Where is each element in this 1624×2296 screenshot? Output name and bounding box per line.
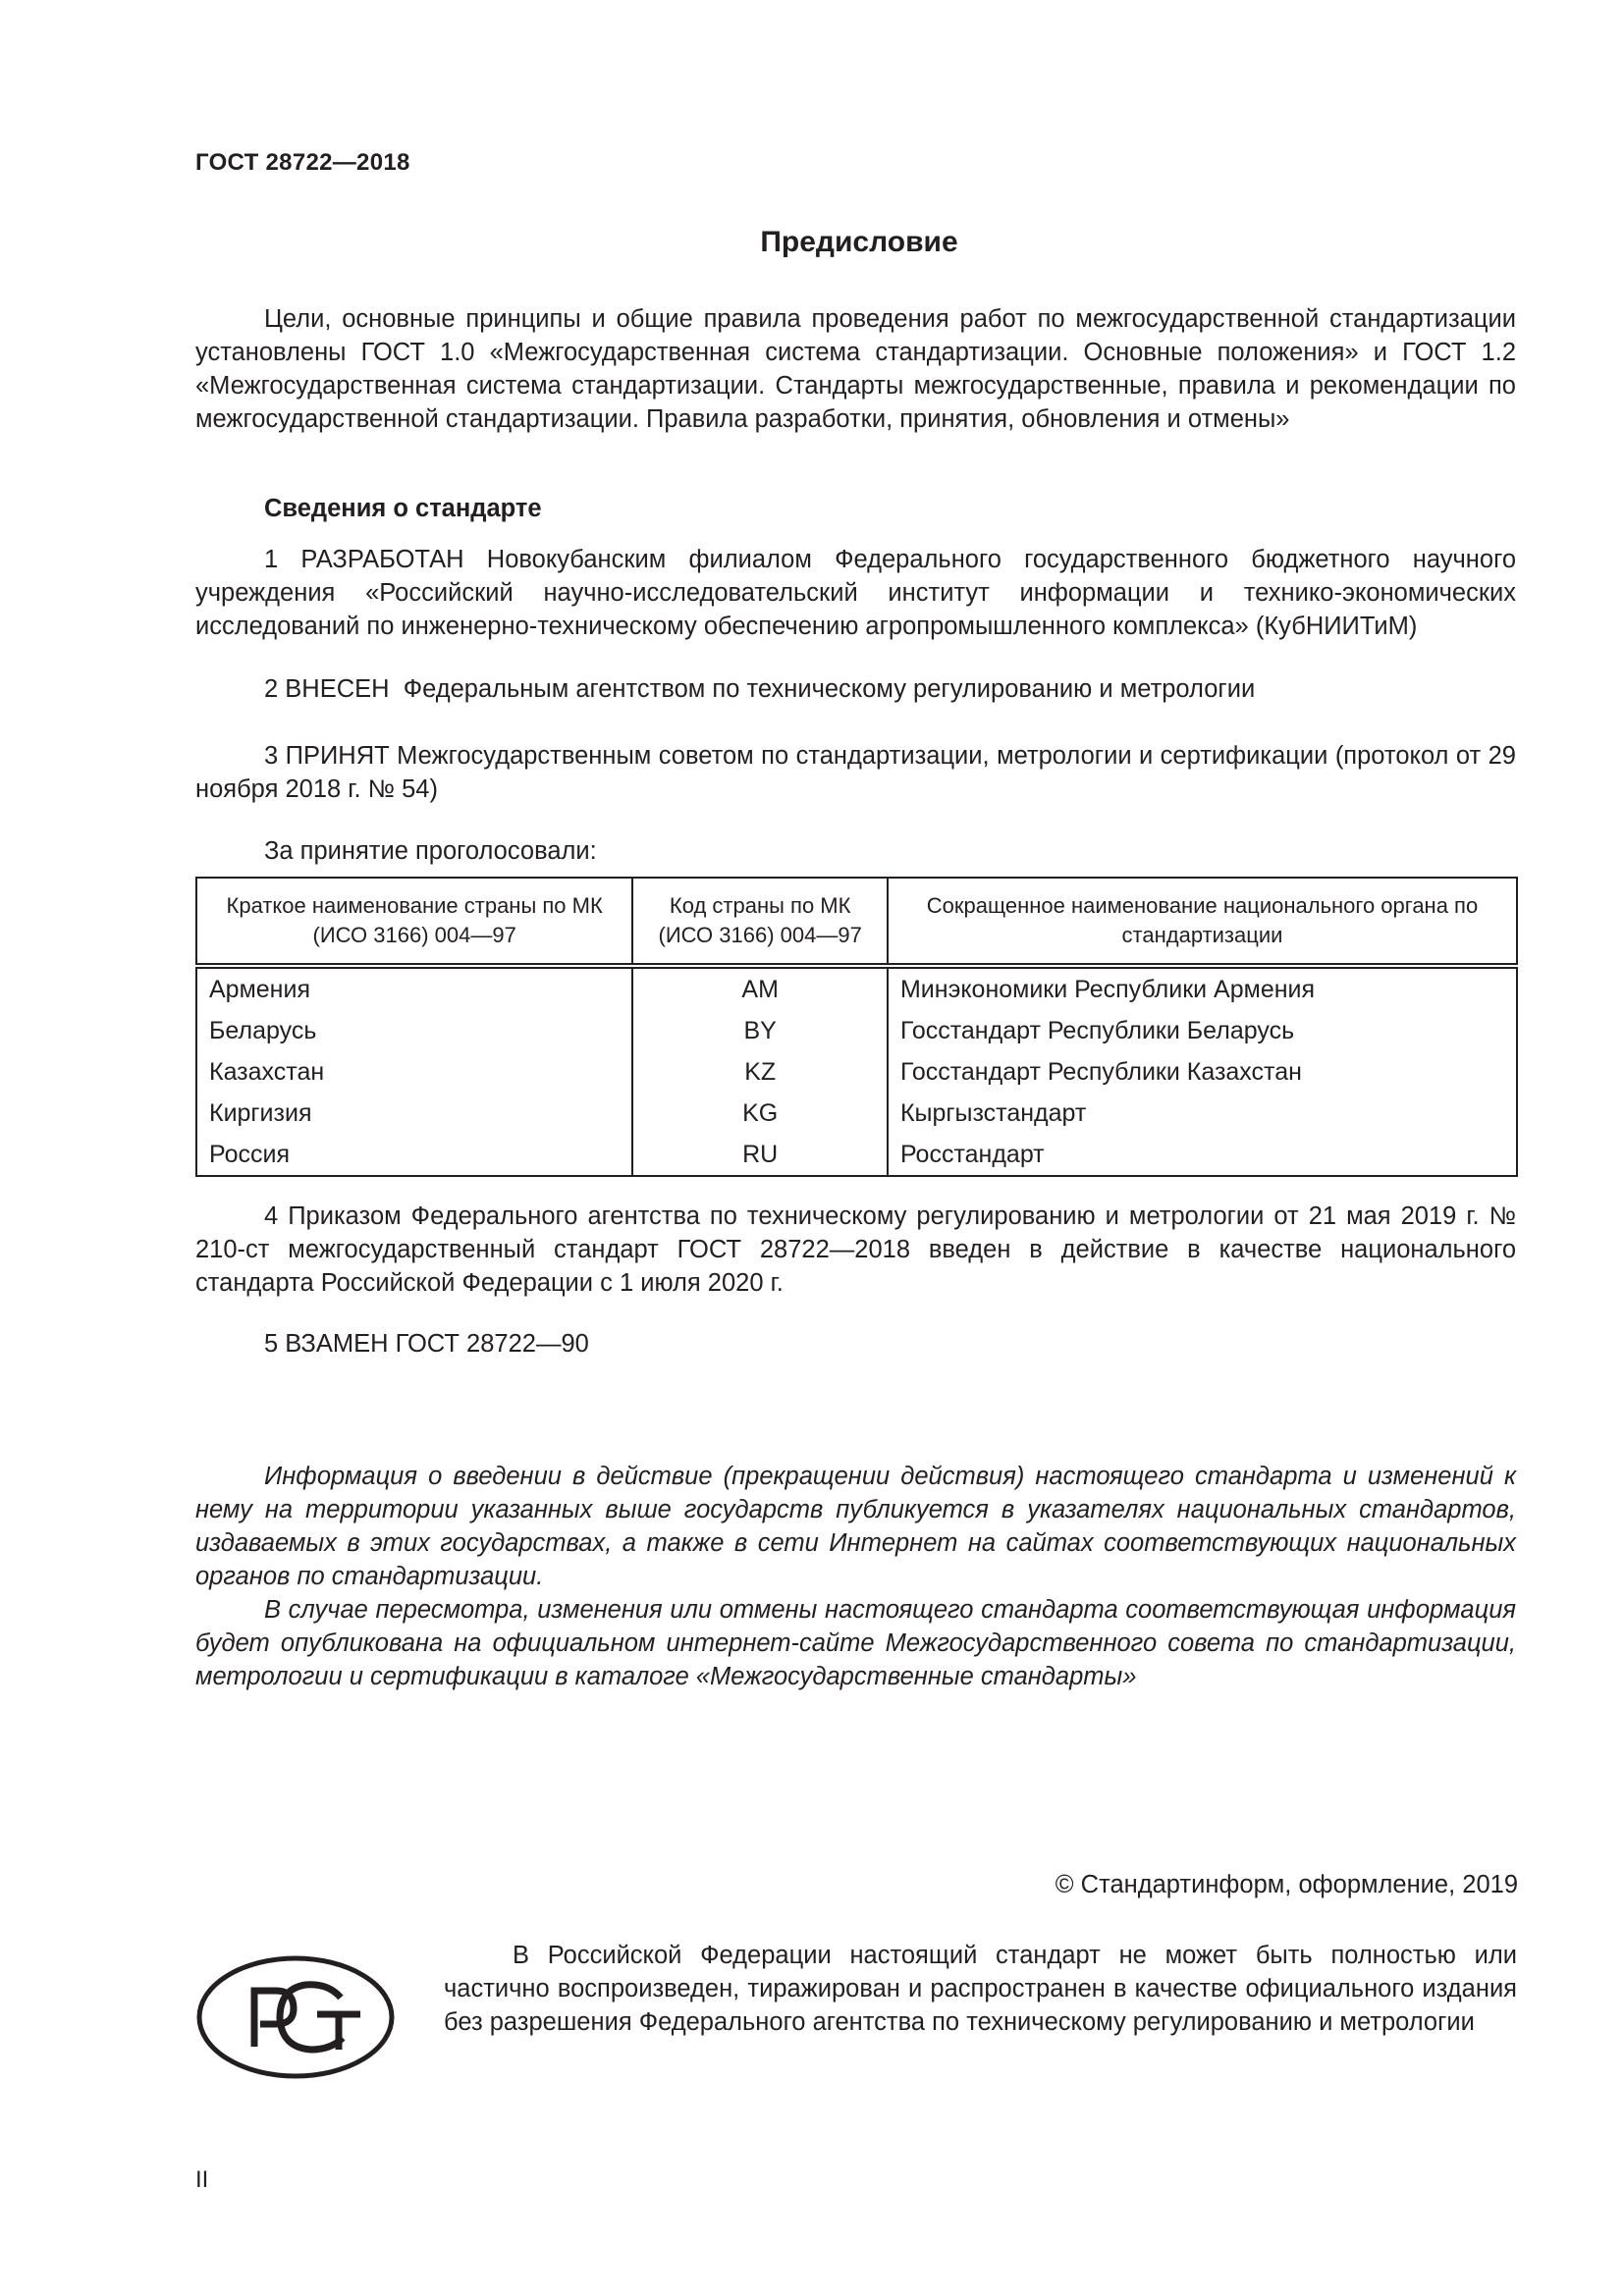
agency-cell: Госстандарт Республики Казахстан	[888, 1051, 1517, 1093]
code-cell: KZ	[632, 1051, 888, 1093]
table-row	[196, 1051, 1517, 1093]
agency-cell: Кыргызстандарт	[888, 1093, 1517, 1134]
item-replaces: 5 ВЗАМЕН ГОСТ 28722—90	[264, 1330, 589, 1358]
country-cell: Киргизия	[196, 1093, 632, 1134]
rights-notice: В Российской Федерации настоящий стандарт не может быть полностью или частично воспроизведен, тиражирован и распространен в качестве официального издания без разрешения Федерального агентства по техническому регулированию и метрологии	[444, 1942, 1517, 2036]
page-number: II	[195, 2166, 209, 2193]
intro-paragraph: Цели, основные принципы и общие правила проведения работ по межгосударственной стандартизации установлены ГОСТ 1.0 «Межгосударственная система стандартизации. Основные положения» и ГОСТ 1.2 «Межгосударственная система стандартизации. Стандарты межгосударственные, правила и рекомендации по межгосударственной стандартизации. Правила разработки, принятия, обновления и отмены»	[195, 305, 1516, 433]
column-header-code: Код страны по МК (ИСО 3166) 004—97	[632, 878, 888, 966]
code-cell: RU	[632, 1134, 888, 1176]
code-cell: AM	[632, 966, 888, 1010]
page-title: Предисловие	[760, 226, 958, 258]
note-info-paragraph: Информация о введении в действие (прекращении действия) настоящего стандарта и изменений к нему на территории указанных выше государств публикуется в указателях национальных стандартов, издаваемых в этих государствах, а также в сети Интернет на сайтах соответствующих национальных органов по стандартизации.	[195, 1463, 1516, 1590]
country-cell: Армения	[196, 966, 632, 1010]
code-cell: BY	[632, 1010, 888, 1051]
item-developed: 1 РАЗРАБОТАН Новокубанским филиалом Федерального государственного бюджетного научного учреждения «Российский научно-исследовательский институт информации и технико-экономических исследований по инженерно-техническому обеспечению агропромышленного комплекса» (КубНИИТиМ)	[195, 546, 1516, 640]
column-header-agency: Сокращенное наименование национального органа по стандартизации	[888, 878, 1517, 966]
section-heading: Сведения о стандарте	[264, 495, 542, 522]
agency-cell: Госстандарт Республики Беларусь	[888, 1010, 1517, 1051]
table-row	[196, 966, 1517, 1010]
agency-cell: Росстандарт	[888, 1134, 1517, 1176]
country-cell: Россия	[196, 1134, 632, 1176]
agency-cell: Минэкономики Республики Армения	[888, 966, 1517, 1010]
code-cell: KG	[632, 1093, 888, 1134]
item-enacted: 4 Приказом Федерального агентства по техническому регулированию и метрологии от 21 мая 2019 г. № 210-ст межгосударственный стандарт ГОСТ 28722—2018 введен в действие в качестве национального стандарта Российской Федерации с 1 июля 2020 г.	[195, 1202, 1516, 1297]
column-header-country: Краткое наименование страны по МК (ИСО 3166) 004—97	[196, 878, 632, 966]
country-cell: Беларусь	[196, 1010, 632, 1051]
table-row	[196, 1010, 1517, 1051]
table-row	[196, 1093, 1517, 1134]
document-code: ГОСТ 28722—2018	[195, 149, 410, 176]
table-row	[196, 1134, 1517, 1176]
copyright-line: © Стандартинформ, оформление, 2019	[1055, 1871, 1518, 1898]
voted-label: За принятие проголосовали:	[264, 837, 597, 865]
voting-table	[195, 877, 1518, 1177]
pct-certification-mark-icon	[195, 1953, 397, 2086]
item-introduced: 2 ВНЕСЕН Федеральным агентством по техническому регулированию и метрологии	[264, 675, 1256, 703]
country-cell: Казахстан	[196, 1051, 632, 1093]
table-header-row	[196, 878, 1517, 966]
item-adopted: 3 ПРИНЯТ Межгосударственным советом по стандартизации, метрологии и сертификации (протокол от 29 ноября 2018 г. № 54)	[195, 742, 1516, 803]
note-revision-paragraph: В случае пересмотра, изменения или отмены настоящего стандарта соответствующая информация будет опубликована на официальном интернет-сайте Межгосударственного совета по стандартизации, метрологии и сертификации в каталоге «Межгосударственные стандарты»	[195, 1596, 1516, 1690]
